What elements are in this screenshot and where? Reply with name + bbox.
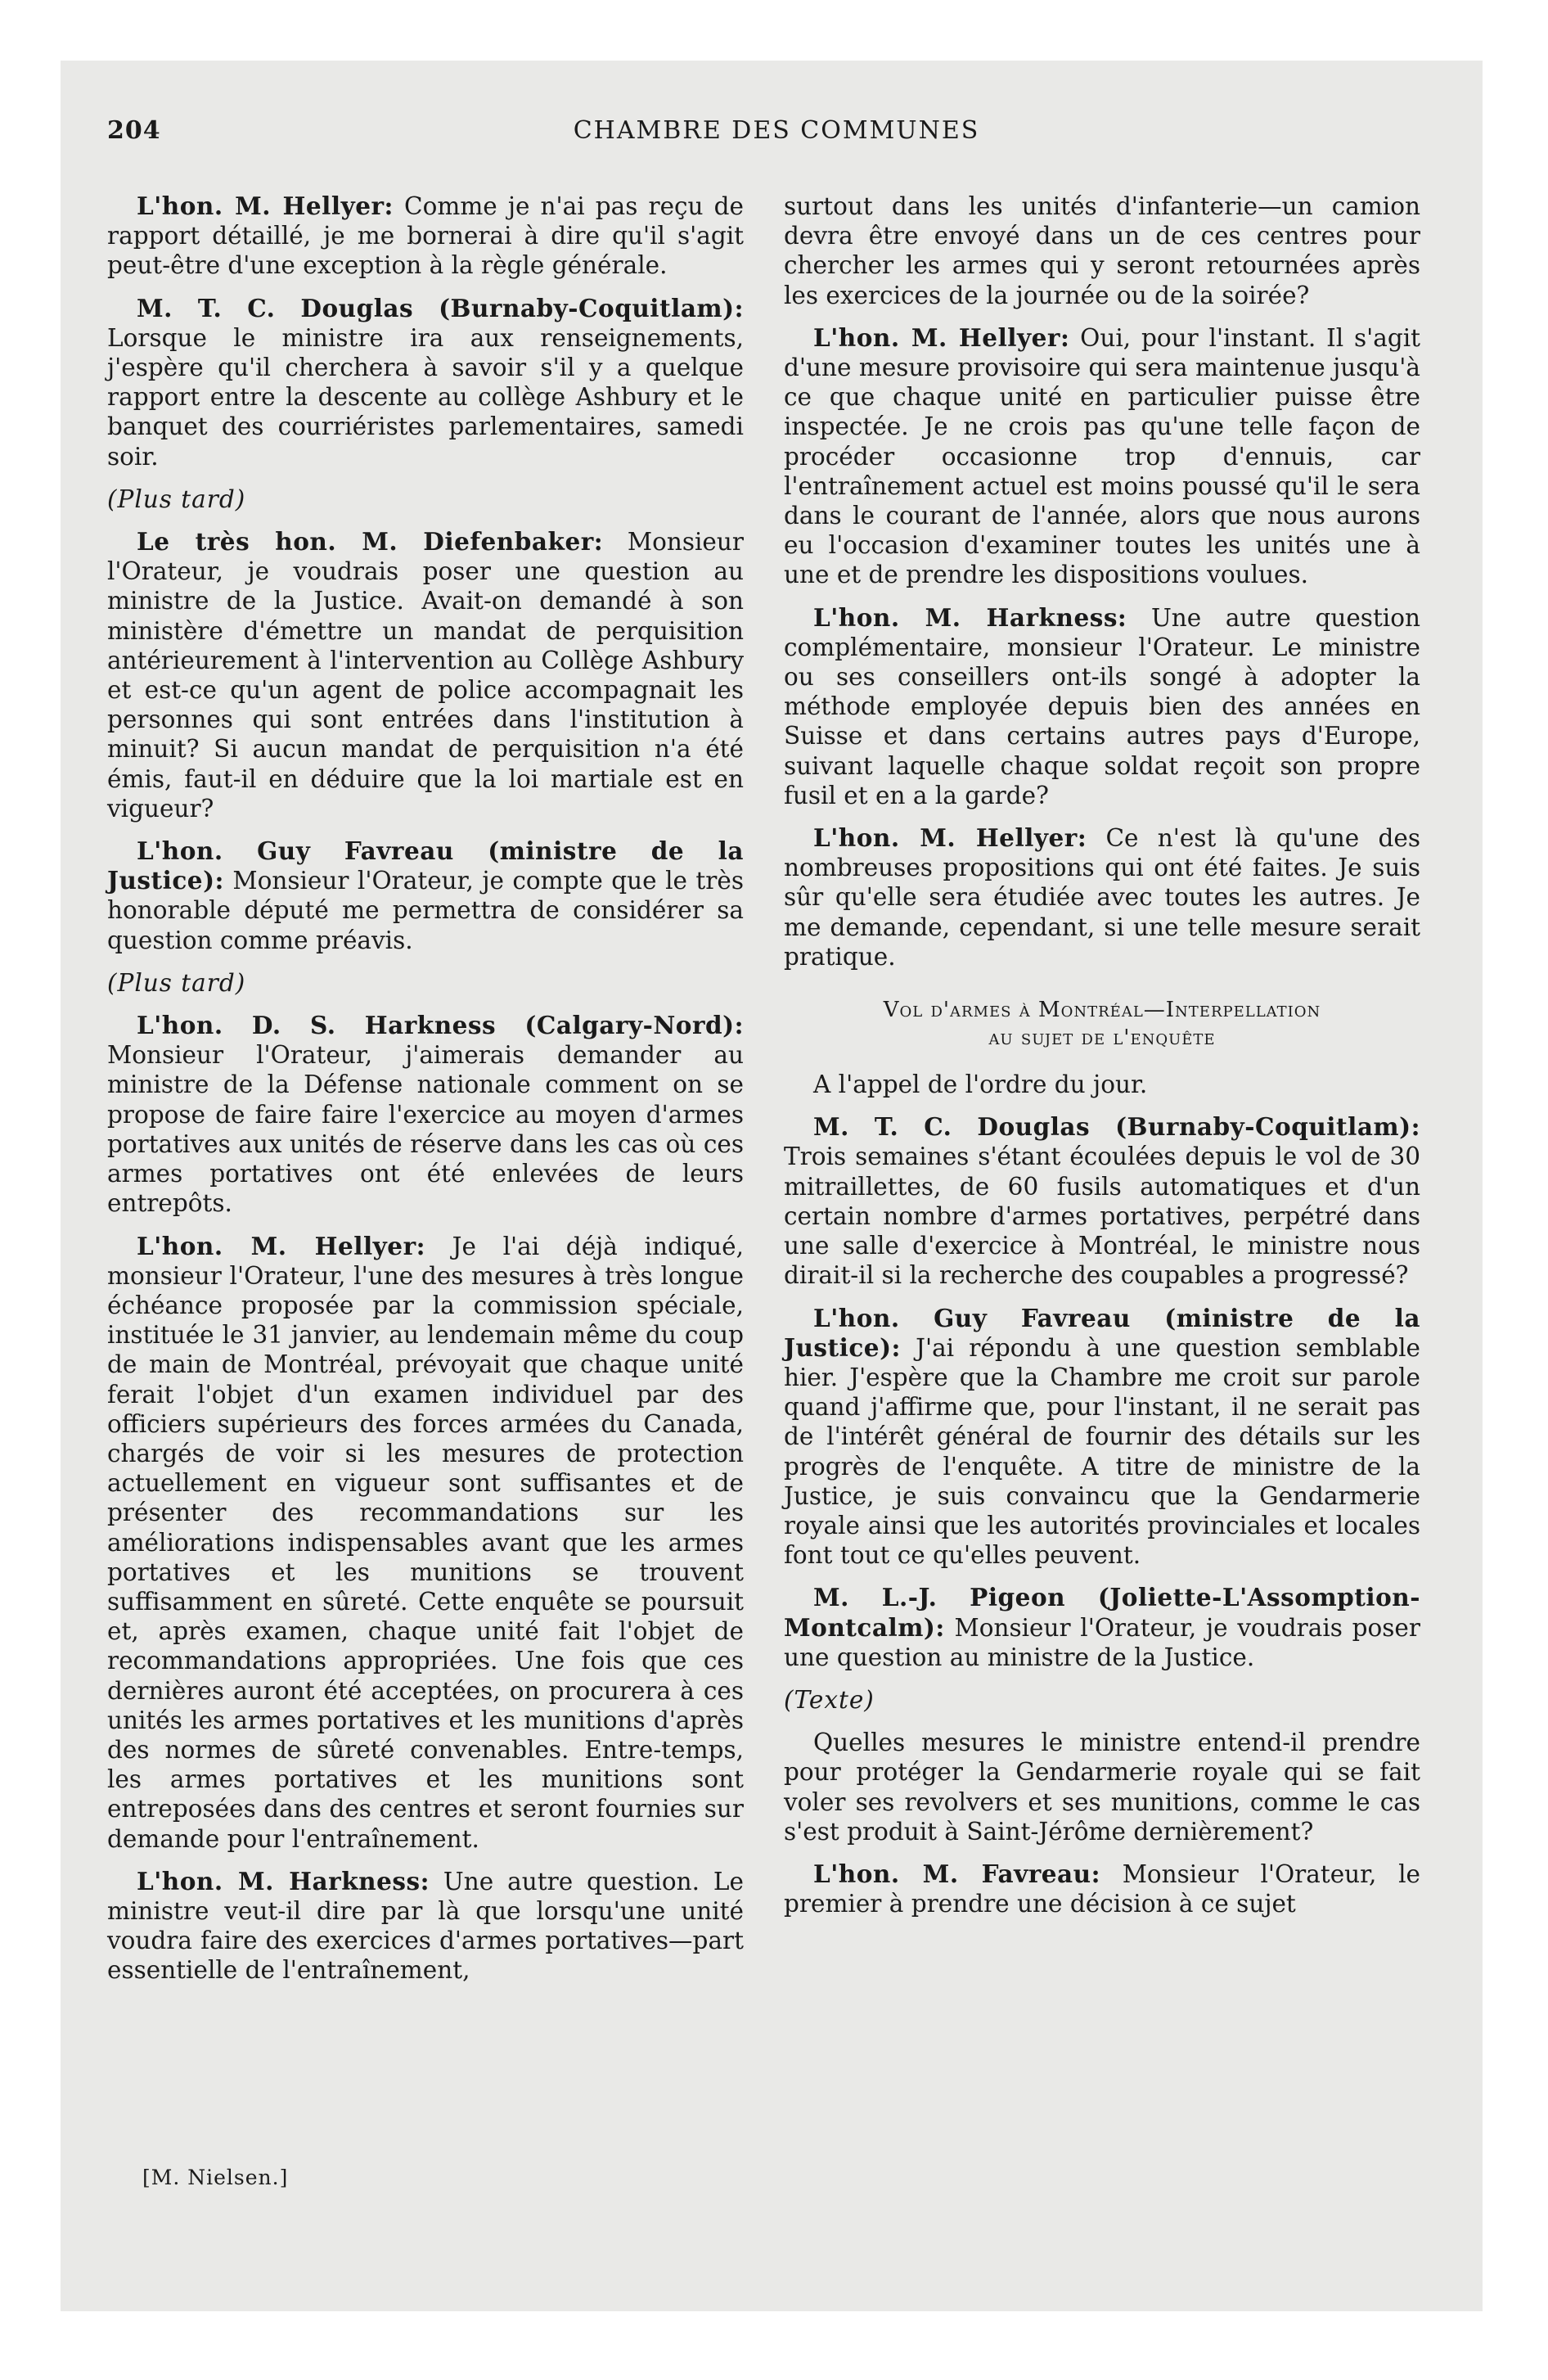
paragraph <box>784 323 1420 590</box>
speaker-name: L'hon. M. Hellyer: <box>813 823 1087 853</box>
stage-direction: (Plus tard) <box>107 485 246 513</box>
section-heading-line: Vol d'armes à Montréal—Interpellation <box>883 998 1321 1023</box>
paragraph <box>107 527 744 823</box>
section-heading-line: au sujet de l'enquête <box>988 1025 1216 1051</box>
speaker-name: Le très hon. M. Diefenbaker: <box>137 527 604 557</box>
speech-text: Monsieur l'Orateur, le premier à prendre une décision à ce sujet <box>784 1859 1420 1918</box>
speech-text: Monsieur l'Orateur, je voudrais poser une question au ministre de la Justice. <box>784 1613 1420 1671</box>
paragraph <box>784 1583 1420 1672</box>
paragraph <box>107 1232 744 1854</box>
speech-text: Trois semaines s'étant écoulées depuis le vol de 30 mitraillettes, de 60 fusils automatiques et d'un certain nombre d'armes portatives, perpétré dans une salle d'exercice à Montréal, le ministre nous dirait-il si la recherche des coupables a progressé? <box>784 1143 1420 1290</box>
paragraph <box>107 192 744 281</box>
paragraph <box>784 1304 1420 1571</box>
footer-note: [M. Nielsen.] <box>142 2166 289 2189</box>
paragraph <box>107 1011 744 1218</box>
speech-text: J'ai répondu à une question semblable hier. J'espère que la Chambre me croit sur parole quand j'affirme que, pour l'instant, il ne serait pas de l'intérêt général de fournir des détails sur les progrès de l'enquête. A titre de ministre de la Justice, je suis convaincu que la Gendarmerie royale ainsi que les autorités provinciales et locales font tout ce qu'elles peuvent. <box>784 1333 1420 1570</box>
speech-text: Une autre question complémentaire, monsieur l'Orateur. Le ministre ou ses conseillers ont-ils songé à adopter la méthode employée depuis bien des années en Suisse et dans certains autres pays d'Europe, suivant laquelle chaque soldat reçoit son propre fusil et en a la garde? <box>784 603 1420 809</box>
paragraph <box>107 294 744 471</box>
paragraph <box>784 603 1420 810</box>
paragraph <box>107 1867 744 1986</box>
right-column <box>784 192 1420 1931</box>
speech-text: Je l'ai déjà indiqué, monsieur l'Orateur, l'une des mesures à très longue échéance proposée par la commission spéciale, instituée le 31 janvier, au lendemain même du coup de main de Montréal, prévoyait que chaque unité ferait l'objet d'un examen individuel par des officiers supérieurs des forces armées du Canada, chargés de voir si les mesures de protection actuellement en vigueur sont suffisantes et de présenter des recommandations sur les améliorations indispensables avant que les armes portatives et les munitions se trouvent suffisamment en sûreté. Cette enquête se poursuit et, après examen, chaque unité fait l'objet de recommandations appropriées. Une fois que ces dernières auront été acceptées, on procurera à ces unités les armes portatives et les munitions d'après des normes de sûreté convenables. Entre-temps, les armes portatives et les munitions sont entreposées dans des centres et seront fournies sur demande pour l'entraînement. <box>107 1232 744 1853</box>
speaker-name: L'hon. M. Hellyer: <box>137 1231 426 1260</box>
paragraph <box>784 823 1420 971</box>
speech-text: Comme je n'ai pas reçu de rapport détaillé, je me bornerai à dire qu'il s'agit peut-être d'une exception à la règle générale. <box>107 192 744 280</box>
stage-direction: (Texte) <box>784 1685 875 1714</box>
paragraph: surtout dans les unités d'infanterie—un camion devra être envoyé dans un de ces centres pour chercher les armes qui y seront retournées après les exercices de la journée ou de la soirée? <box>784 192 1420 309</box>
speaker-name: L'hon. Guy Favreau (ministre de la Justice): <box>107 836 744 895</box>
speech-text: Monsieur l'Orateur, j'aimerais demander au ministre de la Défense nationale comment on se propose de faire faire l'exercice au moyen d'armes portatives aux unités de réserve dans les cas où ces armes portatives ont été enlevées de leurs entrepôts. <box>107 1041 744 1218</box>
section-heading <box>784 996 1420 1052</box>
speech-text: Monsieur l'Orateur, je compte que le très honorable député me permettra de considérer sa question comme préavis. <box>107 867 744 954</box>
stage-direction: (Plus tard) <box>107 968 246 997</box>
speaker-name: L'hon. M. Hellyer: <box>813 322 1070 352</box>
speech-text: Lorsque le ministre ira aux renseignements, j'espère qu'il cherchera à savoir s'il y a quelque rapport entre la descente au collège Ashbury et le banquet des courriéristes parlementaires, samedi soir. <box>107 323 744 471</box>
paragraph <box>784 1112 1420 1290</box>
paragraph <box>784 1859 1420 1918</box>
document-page <box>61 61 1483 2311</box>
speaker-name: M. T. C. Douglas (Burnaby-Coquitlam): <box>813 1112 1420 1142</box>
speaker-name: M. T. C. Douglas (Burnaby-Coquitlam): <box>137 293 744 322</box>
speaker-name: M. L.-J. Pigeon (Joliette-L'Assomption-Montcalm): <box>784 1583 1420 1642</box>
paragraph: A l'appel de l'ordre du jour. <box>813 1071 1148 1099</box>
page-number: 204 <box>107 116 161 145</box>
speaker-name: L'hon. D. S. Harkness (Calgary-Nord): <box>137 1011 744 1040</box>
speaker-name: L'hon. M. Hellyer: <box>137 192 394 220</box>
speaker-name: L'hon. M. Favreau: <box>813 1859 1101 1888</box>
speech-text: Monsieur l'Orateur, je voudrais poser une question au ministre de la Justice. Avait-on demandé à son ministère d'émettre un mandat de perquisition antérieurement à l'intervention au Collège Ashbury et est-ce qu'un agent de police accompagnait les personnes qui sont entrées dans l'institution à minuit? Si aucun mandat de perquisition n'a été émis, faut-il en déduire que la loi martiale est en vigueur? <box>107 528 744 823</box>
paragraph: Quelles mesures le ministre entend-il prendre pour protéger la Gendarmerie royale qui se fait voler ses revolvers et ses munitions, comme le cas s'est produit à Saint-Jérôme dernièrement? <box>784 1729 1420 1846</box>
speech-text: Une autre question. Le ministre veut-il dire par là que lorsqu'une unité voudra faire des exercices d'armes portatives—part essentielle de l'entraînement, <box>107 1867 744 1985</box>
speech-text: Oui, pour l'instant. Il s'agit d'une mesure provisoire qui sera maintenue jusqu'à ce que chaque unité en particulier puisse être inspectée. Je ne crois pas qu'une telle façon de procéder occasionne trop d'ennuis, car l'entraînement actuel est moins poussé qu'il le sera dans le courant de l'année, alors que nous aurons eu l'occasion d'examiner toutes les unités une à une et de prendre les dispositions voulues. <box>784 323 1421 589</box>
running-title: CHAMBRE DES COMMUNES <box>573 116 980 145</box>
left-column <box>107 192 744 1999</box>
speaker-name: L'hon. Guy Favreau (ministre de la Justice): <box>784 1303 1420 1362</box>
paragraph <box>107 836 744 955</box>
page-header <box>107 116 1446 157</box>
speaker-name: L'hon. M. Harkness: <box>137 1866 430 1895</box>
speaker-name: L'hon. M. Harkness: <box>813 602 1127 632</box>
speech-text: Ce n'est là qu'une des nombreuses propositions qui ont été faites. Je suis sûr qu'elle sera étudiée avec toutes les autres. Je me demande, cependant, si une telle mesure serait pratique. <box>784 824 1420 971</box>
